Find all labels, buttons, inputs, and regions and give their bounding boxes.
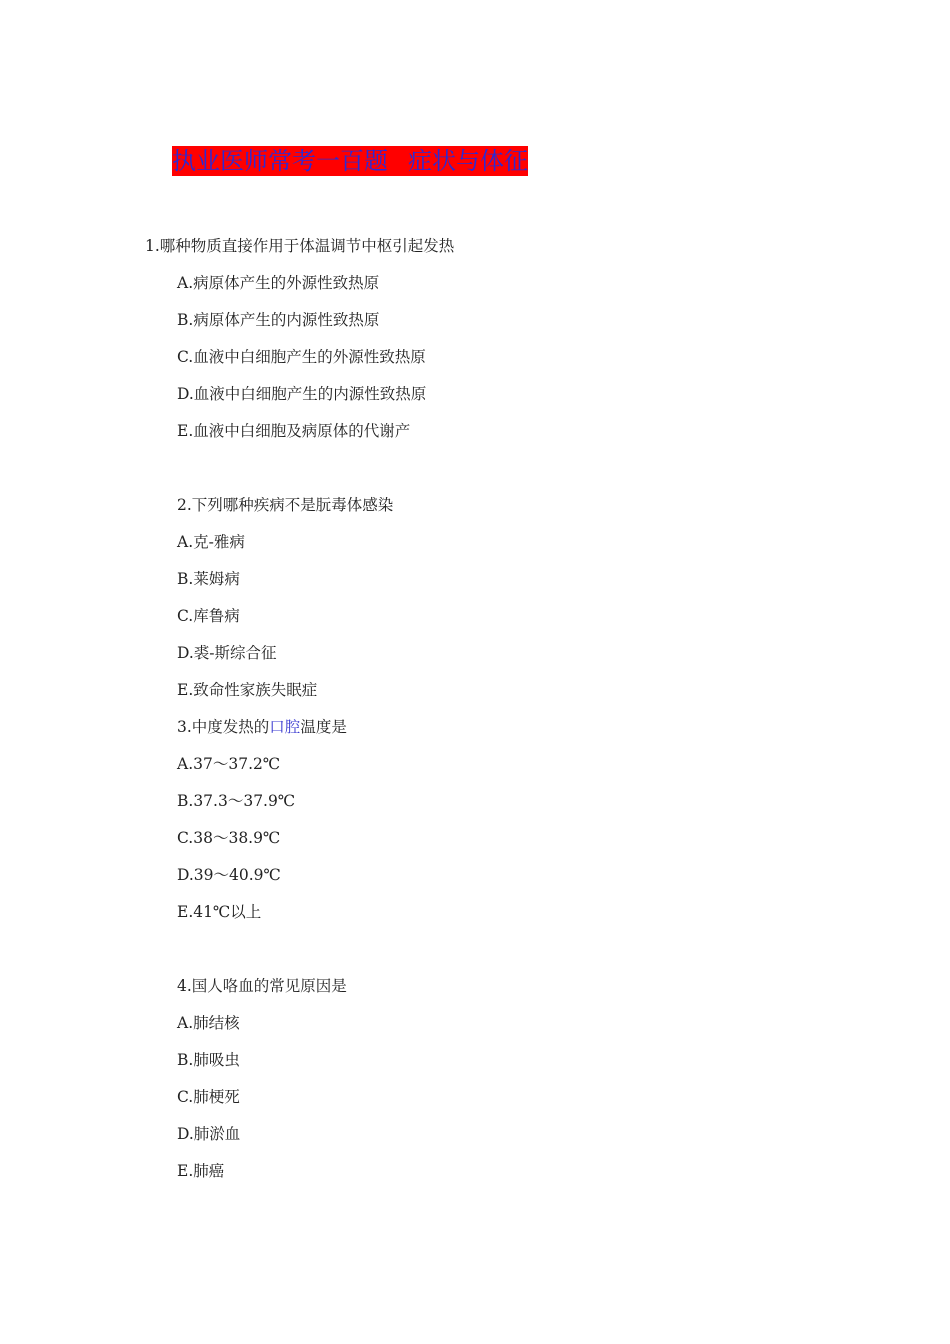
question-3-option-a: A.37～37.2℃ (177, 755, 281, 773)
question-3-option-e: E.41℃以上 (177, 903, 262, 921)
question-4-option-b: B.肺吸虫 (177, 1051, 240, 1069)
question-3-stem-highlight: 口腔 (269, 718, 301, 736)
question-2-option-a: A.克-雅病 (177, 533, 245, 551)
question-1-option-c: C.血液中白细胞产生的外源性致热原 (177, 348, 426, 366)
question-2-option-c: C.库鲁病 (177, 607, 240, 625)
question-1-option-b: B.病原体产生的内源性致热原 (177, 311, 380, 329)
question-3-option-c: C.38～38.9℃ (177, 829, 281, 847)
question-4-option-c: C.肺梗死 (177, 1088, 240, 1106)
question-1-option-d: D.血液中白细胞产生的内源性致热原 (177, 385, 427, 403)
title-separator (388, 146, 408, 176)
document-title (172, 146, 528, 176)
title-part-1: 执业医师常考一百题 (172, 147, 388, 175)
question-3-stem-prefix: 3.中度发热的 (177, 718, 270, 736)
question-3-stem (177, 717, 347, 737)
question-3-stem-suffix: 温度是 (300, 718, 347, 736)
question-3-option-b: B.37.3～37.9℃ (177, 792, 296, 810)
question-1-option-a: A.病原体产生的外源性致热原 (177, 274, 380, 292)
question-4-option-a: A.肺结核 (177, 1014, 240, 1032)
question-2-stem: 2.下列哪种疾病不是朊毒体感染 (177, 496, 394, 514)
question-3-option-d: D.39～40.9℃ (177, 866, 281, 884)
question-4-option-d: D.肺淤血 (177, 1125, 241, 1143)
title-part-2: 症状与体征 (408, 147, 528, 175)
question-2-option-d: D.裘-斯综合征 (177, 644, 277, 662)
question-2-option-b: B.莱姆病 (177, 570, 240, 588)
question-1-stem: 1.哪种物质直接作用于体温调节中枢引起发热 (145, 237, 455, 255)
question-4-option-e: E.肺癌 (177, 1162, 225, 1180)
question-2-option-e: E.致命性家族失眠症 (177, 681, 318, 699)
question-1-option-e: E.血液中白细胞及病原体的代谢产 (177, 422, 411, 440)
question-4-stem: 4.国人咯血的常见原因是 (177, 977, 347, 995)
